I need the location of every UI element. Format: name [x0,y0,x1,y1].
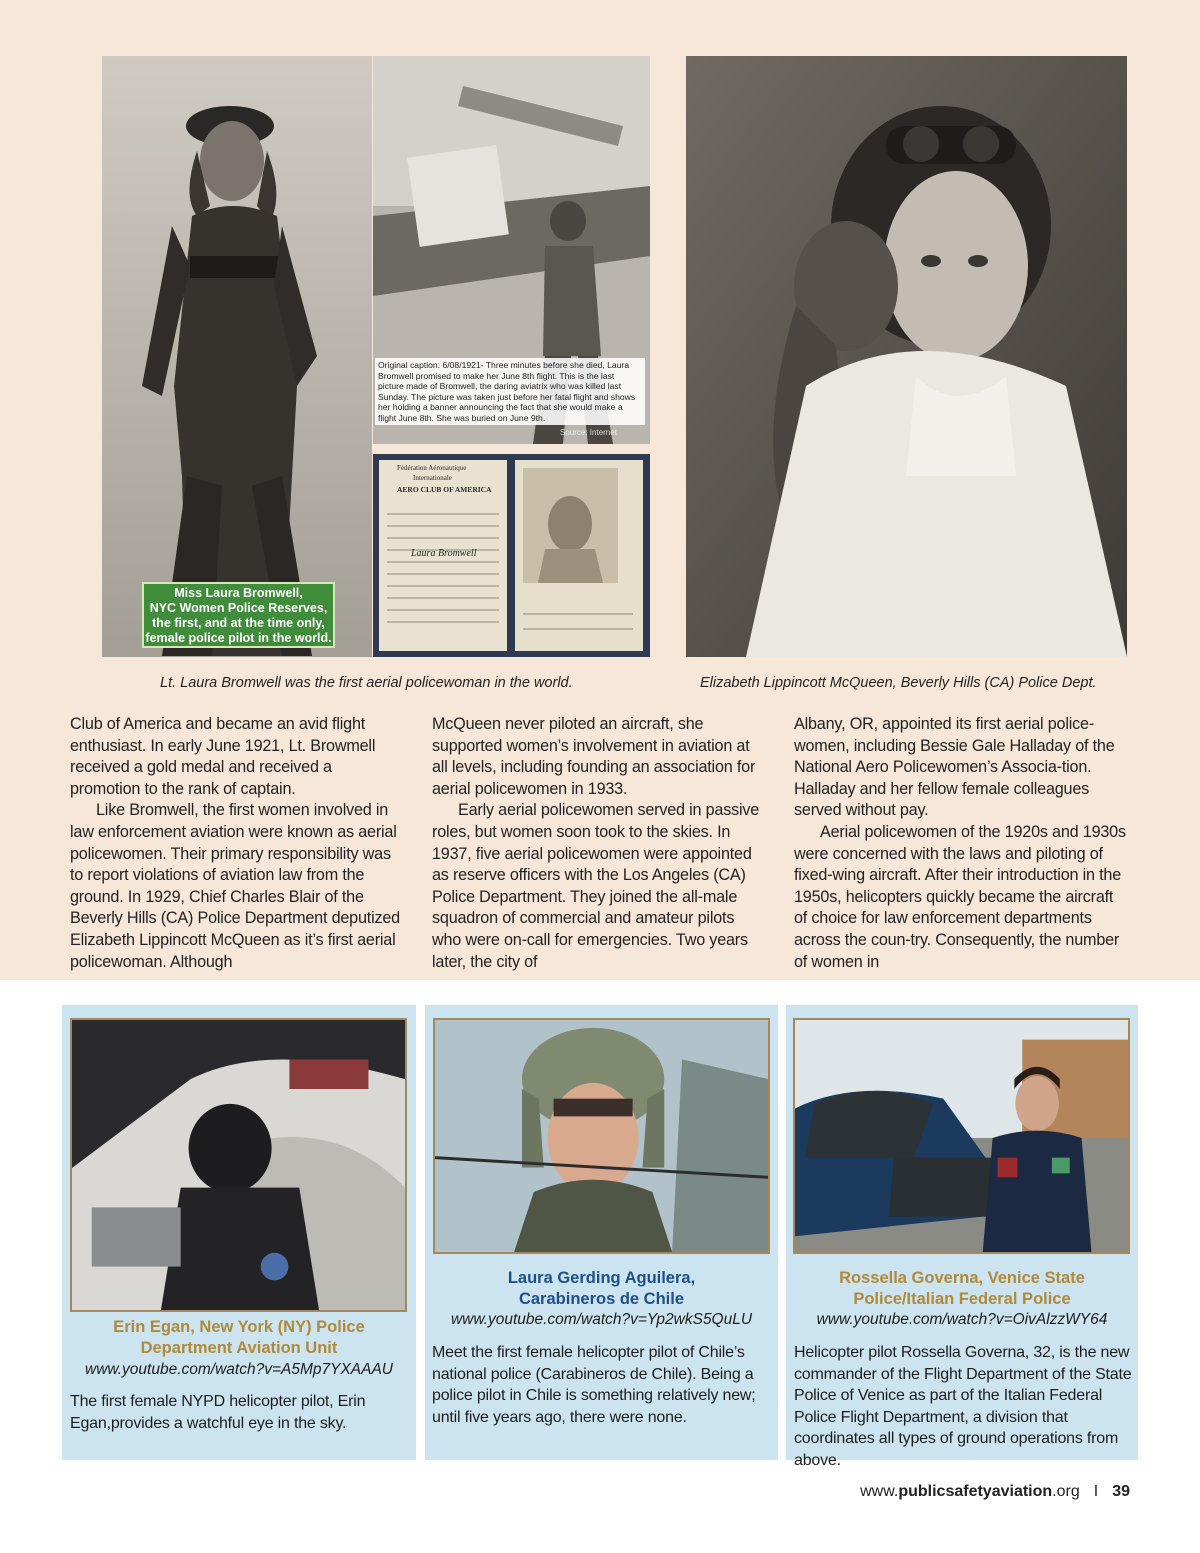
profile-name-line: Carabineros de Chile [518,1290,685,1308]
bromwell-label-line: the first, and at the time only, [152,616,325,630]
profile-video-link[interactable]: www.youtube.com/watch?v=Yp2wkS5QuLU [450,1311,753,1328]
left-photo-caption: Lt. Laura Bromwell was the first aerial policewoman in the world. [160,675,573,691]
article-paragraph: Like Bromwell, the first women involved in law enforcement aviation were known as aerial policewomen. Their primary responsibility was to report violations of aviation law from the ground. In 1929, Chief Charles Blair of the Beverly Hills (CA) Police Department deputized Elizabeth Lippincott McQueen as it’s first aerial policewoman. Although [70,801,400,971]
article-paragraph: Club of America and became an avid flight enthusiast. In early June 1921, Lt. Browmell received a gold medal and received a promotion to the rank of captain. [70,715,376,798]
page-number: 39 [1112,1483,1130,1500]
footer-url-suffix: .org [1052,1483,1080,1500]
article-column-2 [432,714,767,973]
original-photo-credit: Source: Internet [560,428,617,437]
profile-name-line: Police/Italian Federal Police [853,1290,1071,1308]
footer-url-domain: publicsafetyaviation [898,1483,1053,1500]
profile-name [786,1268,1138,1310]
laura-gerding-photo [433,1018,770,1254]
bromwell-label-line: female police pilot in the world. [145,631,332,645]
rossella-governa-photo [793,1018,1130,1254]
profile-name-line: Erin Egan, New York (NY) Police [113,1318,365,1336]
article-paragraph: Early aerial policewomen served in passive roles, but women soon took to the skies. In 1937, five aerial policewomen were appointed as reserve officers with the Los Angeles (CA) Police Department. They joined the all-male squadron of commercial and amateur pilots who were on-call for emergencies. Two years later, the city of [432,801,760,971]
bromwell-portrait-photo [102,56,372,657]
page-footer [860,1483,1130,1501]
article-paragraph: Aerial policewomen of the 1920s and 1930s were concerned with the laws and piloting of fixed-wing aircraft. After their introduction in the 1950s, helicopters quickly became the aircraft of choice for law enforcement departments across the coun-try. Consequently, the number of women in [794,822,1126,971]
profile-description: The first female NYPD helicopter pilot, Erin Egan,provides a watchful eye in the sky. [70,1393,366,1432]
profile-box-rossella-governa [786,1005,1138,1469]
article-column-1 [70,714,405,973]
license-heading: Internationale [413,474,452,482]
profile-box-erin-egan [62,1005,416,1460]
profile-name [62,1317,416,1359]
profile-video-link[interactable]: www.youtube.com/watch?v=OivAlzzWY64 [816,1311,1108,1328]
mcqueen-portrait-photo [686,56,1127,657]
bromwell-label-line: Miss Laura Bromwell, [174,586,303,600]
article-column-3 [794,714,1129,973]
profile-box-laura-gerding [425,1005,778,1460]
article-paragraph: McQueen never piloted an aircraft, she supported women’s involvement in aviation at all levels, including founding an association for aerial policewomen in 1933. [432,715,756,798]
original-photo-caption: Original caption: 6/08/1921- Three minutes before she died, Laura Bromwell promised to make her June 8th flight. This is the last picture made of Bromwell, the daring aviatrix who was killed last Sunday. The picture was taken just before her fatal flight and shows her holding a banner announcing the fact that she would make a flight June 8th. She was buried on June 9th. [375,358,645,425]
article-paragraph: Albany, OR, appointed its first aerial police-women, including Bessie Gale Halladay of the National Aero Policewomen’s Associa-tion. Halladay and her fellow female colleagues served without pay. [794,715,1115,820]
pilot-license-photo [373,454,650,657]
bromwell-photo-label [142,582,335,648]
profile-description: Meet the first female helicopter pilot of Chile’s national police (Carabineros de Chile). Being a police pilot in Chile is something relatively new; until five years ago, there were none. [432,1344,756,1426]
footer-url-prefix: www. [860,1483,899,1500]
right-photo-caption: Elizabeth Lippincott McQueen, Beverly Hills (CA) Police Dept. [700,675,1097,691]
erin-egan-photo [70,1018,407,1312]
license-name: Laura Bromwell [411,548,477,559]
footer-separator: I [1093,1483,1099,1500]
profile-name-line: Laura Gerding Aguilera, [507,1269,696,1287]
profile-description: Helicopter pilot Rossella Governa, 32, is the new commander of the Flight Department of the State Police of Venice as part of the Italian Federal Police Flight Department, a division that coordinates all types of ground operations from above. [794,1344,1132,1469]
bromwell-label-line: NYC Women Police Reserves, [149,601,328,615]
profile-name-line: Rossella Governa, Venice State [839,1269,1085,1287]
profile-name-line: Department Aviation Unit [140,1339,338,1357]
license-heading: Fédération Aéronautique [397,464,467,472]
license-club: AERO CLUB OF AMERICA [397,485,492,494]
profile-video-link[interactable]: www.youtube.com/watch?v=A5Mp7YXAAAU [85,1361,393,1378]
profile-name [425,1268,778,1310]
